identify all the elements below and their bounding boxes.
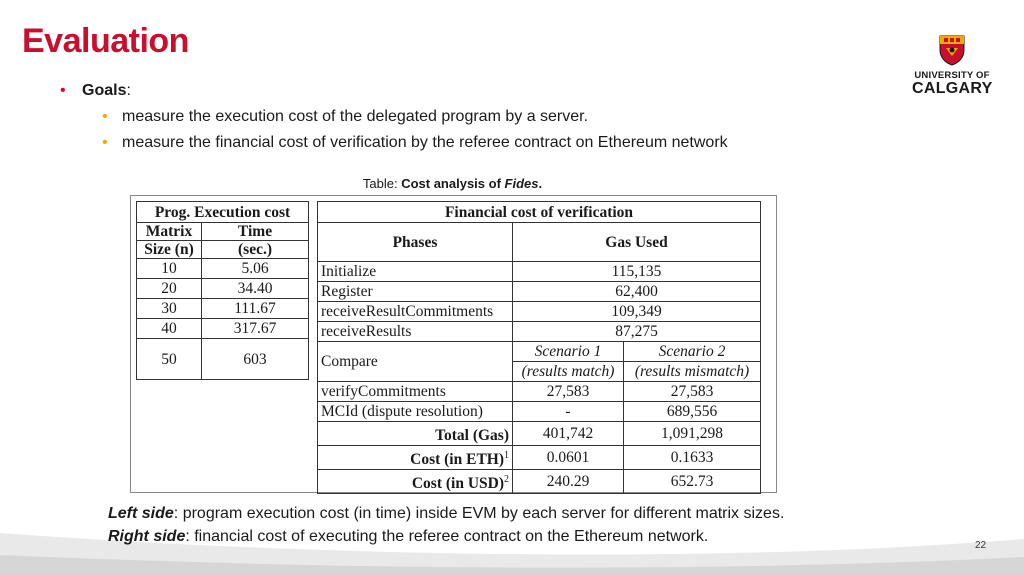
table-row	[318, 262, 761, 282]
table-row	[137, 279, 309, 299]
slide-title: Evaluation	[22, 22, 189, 60]
table-cell: receiveResultCommitments	[318, 302, 513, 322]
table-cell: 62,400	[513, 282, 761, 302]
table-cell: 1,091,298	[624, 422, 761, 446]
table-cell: 109,349	[513, 302, 761, 322]
table-row	[318, 302, 761, 322]
bullet-icon: •	[60, 82, 66, 99]
table-cell: 401,742	[513, 422, 624, 446]
execution-cost-table	[136, 201, 309, 380]
table-row	[318, 322, 761, 342]
table-cell: 317.67	[202, 319, 309, 339]
verification-cost-table	[317, 201, 761, 494]
table-cell: 10	[137, 259, 202, 279]
logo-line1: UNIVERSITY OF	[914, 70, 990, 81]
table-row	[137, 339, 309, 380]
table-cell: Phases	[318, 223, 513, 262]
table-cell: Total (Gas)	[318, 422, 513, 446]
table-cell: -	[513, 402, 624, 422]
table-cell: 30	[137, 299, 202, 319]
table-row	[318, 470, 761, 494]
table-cell: 689,556	[624, 402, 761, 422]
goal-text: measure the financial cost of verification by the referee contract on Ethereum network	[122, 134, 728, 151]
table-cell: 50	[137, 339, 202, 380]
bullet-icon: •	[102, 134, 108, 151]
table-cell: 5.06	[202, 259, 309, 279]
table-header: Prog. Execution cost	[137, 202, 309, 223]
table-row	[318, 282, 761, 302]
table-cell: 40	[137, 319, 202, 339]
table-cell: Matrix	[137, 223, 202, 241]
table-cell: 111.67	[202, 299, 309, 319]
table-cell: Cost (in USD)$^2$	[318, 470, 513, 494]
table-cell: Time	[202, 223, 309, 241]
goals-heading: • Goals:	[60, 78, 728, 104]
table-cell: 27,583	[513, 382, 624, 402]
goal-item	[60, 104, 728, 130]
table-cell: Scenario 2	[624, 342, 761, 362]
table-cell: 603	[202, 339, 309, 380]
table-row	[318, 382, 761, 402]
bullet-icon: •	[102, 108, 108, 125]
table-cell: verifyCommitments	[318, 382, 513, 402]
page-number: 22	[975, 540, 987, 551]
table-cell: Gas Used	[513, 223, 761, 262]
table-cell: Compare	[318, 342, 513, 382]
table-cell: 240.29	[513, 470, 624, 494]
table-cell: 20	[137, 279, 202, 299]
right-side-key: Right side	[108, 528, 186, 545]
table-cell: receiveResults	[318, 322, 513, 342]
table-cell: (sec.)	[202, 241, 309, 259]
table-cell: 652.73	[624, 470, 761, 494]
table-cell: Cost (in ETH)$^1$	[318, 446, 513, 470]
table-cell: 0.0601	[513, 446, 624, 470]
table-row	[318, 342, 761, 362]
table-cell: (results match)	[513, 362, 624, 382]
table-cell: (results mismatch)	[624, 362, 761, 382]
goals-list	[60, 78, 728, 156]
table-caption: Table: Cost analysis of Fides.	[362, 176, 543, 191]
table-cell: Scenario 1	[513, 342, 624, 362]
summary-text: Left side: program execution cost (in time) inside EVM by each server for different matrix sizes. Right side: financial cost of executing the referee contract on the Ethereum network.	[108, 505, 785, 545]
table-row	[318, 446, 761, 470]
table-row	[318, 402, 761, 422]
cost-table-image	[130, 195, 777, 493]
university-logo	[912, 34, 992, 98]
table-row	[318, 422, 761, 446]
table-row	[137, 259, 309, 279]
table-cell: 87,275	[513, 322, 761, 342]
table-cell: MCId (dispute resolution)	[318, 402, 513, 422]
table-cell: 0.1633	[624, 446, 761, 470]
table-row	[137, 319, 309, 339]
table-cell: 115,135	[513, 262, 761, 282]
table-cell: 27,583	[624, 382, 761, 402]
table-header: Financial cost of verification	[318, 202, 761, 223]
table-row	[137, 299, 309, 319]
table-cell: Register	[318, 282, 513, 302]
goal-text: measure the execution cost of the delegated program by a server.	[122, 108, 589, 125]
table-cell: 34.40	[202, 279, 309, 299]
table-cell: Initialize	[318, 262, 513, 282]
goals-label: Goals	[82, 82, 127, 99]
goal-item	[60, 130, 728, 156]
logo-line2: CALGARY	[912, 80, 993, 97]
crest-icon	[938, 34, 966, 66]
table-cell: Size (n)	[137, 241, 202, 259]
left-side-key: Left side	[108, 505, 174, 522]
